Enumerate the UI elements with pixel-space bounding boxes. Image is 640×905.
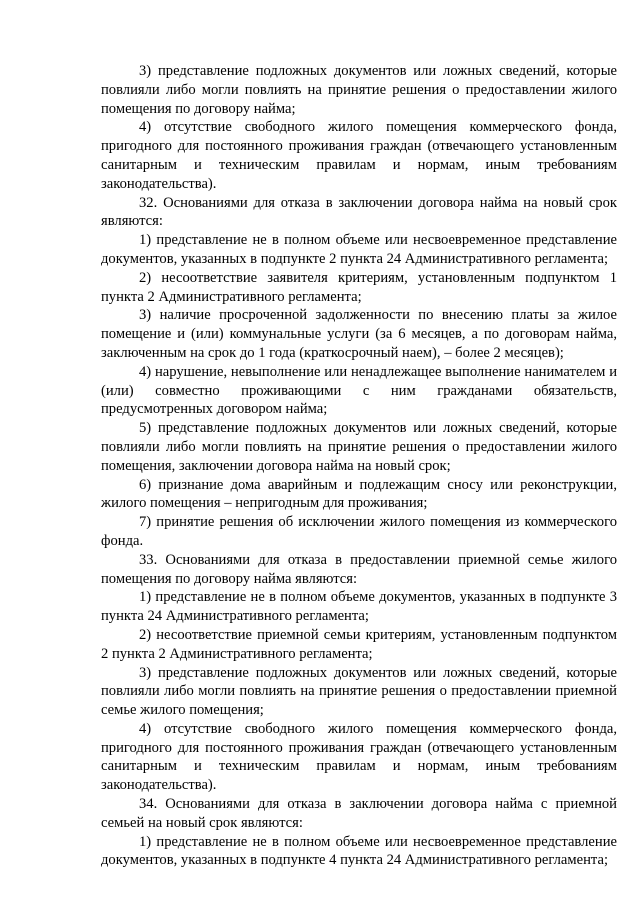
paragraph-11: 33. Основаниями для отказа в предоставлении приемной семье жилого помещения по договору найма являются:	[101, 551, 617, 587]
paragraph-2: 4) отсутствие свободного жилого помещения коммерческого фонда, пригодного для постоянного проживания граждан (отвечающего установленным санитарным и техническим правилам и нормам, иным требованиям законодательства).	[101, 119, 617, 192]
paragraph-17: 1) представление не в полном объеме или несвоевременное представление документов, указанных в подпункте 4 пункта 24 Административного регламента;	[101, 833, 617, 869]
paragraph-5: 2) несоответствие заявителя критериям, установленным подпунктом 1 пункта 2 Административного регламента;	[101, 269, 617, 305]
paragraph-12: 1) представление не в полном объеме документов, указанных в подпункте 3 пункта 24 Административного регламента;	[101, 589, 617, 625]
paragraph-9: 6) признание дома аварийным и подлежащим сносу или реконструкции, жилого помещения – непригодным для проживания;	[101, 476, 617, 512]
paragraph-14: 3) представление подложных документов или ложных сведений, которые повлияли либо могли повлиять на принятие решения о предоставлении приемной семье жилого помещения;	[101, 664, 617, 719]
paragraph-7: 4) нарушение, невыполнение или ненадлежащее выполнение нанимателем и (или) совместно проживающими с ним гражданами обязательств, предусмотренных договором найма;	[101, 363, 617, 418]
paragraph-1: 3) представление подложных документов или ложных сведений, которые повлияли либо могли повлиять на принятие решения о предоставлении жилого помещения по договору найма;	[101, 63, 617, 117]
paragraph-6: 3) наличие просроченной задолженности по внесению платы за жилое помещение и (или) коммунальные услуги (за 6 месяцев, а по договорам найма, заключенным на срок до 1 года (краткосрочный наем), – более 2 месяцев);	[101, 307, 617, 361]
paragraph-3: 32. Основаниями для отказа в заключении договора найма на новый срок являются:	[101, 194, 617, 230]
paragraph-15: 4) отсутствие свободного жилого помещения коммерческого фонда, пригодного для постоянного проживания граждан (отвечающего установленным санитарным и техническим правилам и нормам, иным требованиям законодательства).	[101, 720, 617, 794]
paragraph-4: 1) представление не в полном объеме или несвоевременное представление документов, указанных в подпункте 2 пункта 24 Административного регламента;	[101, 232, 617, 267]
paragraph-10: 7) принятие решения об исключении жилого помещения из коммерческого фонда.	[101, 514, 617, 549]
paragraph-16: 34. Основаниями для отказа в заключении договора найма с приемной семьей на новый срок являются:	[101, 796, 617, 831]
paragraph-8: 5) представление подложных документов или ложных сведений, которые повлияли либо могли повлиять на принятие решения о предоставлении жилого помещения, заключении договора найма на новый срок;	[101, 420, 617, 474]
document-page	[101, 62, 617, 870]
paragraph-13: 2) несоответствие приемной семьи критериям, установленным подпунктом 2 пункта 2 Административного регламента;	[101, 626, 617, 662]
